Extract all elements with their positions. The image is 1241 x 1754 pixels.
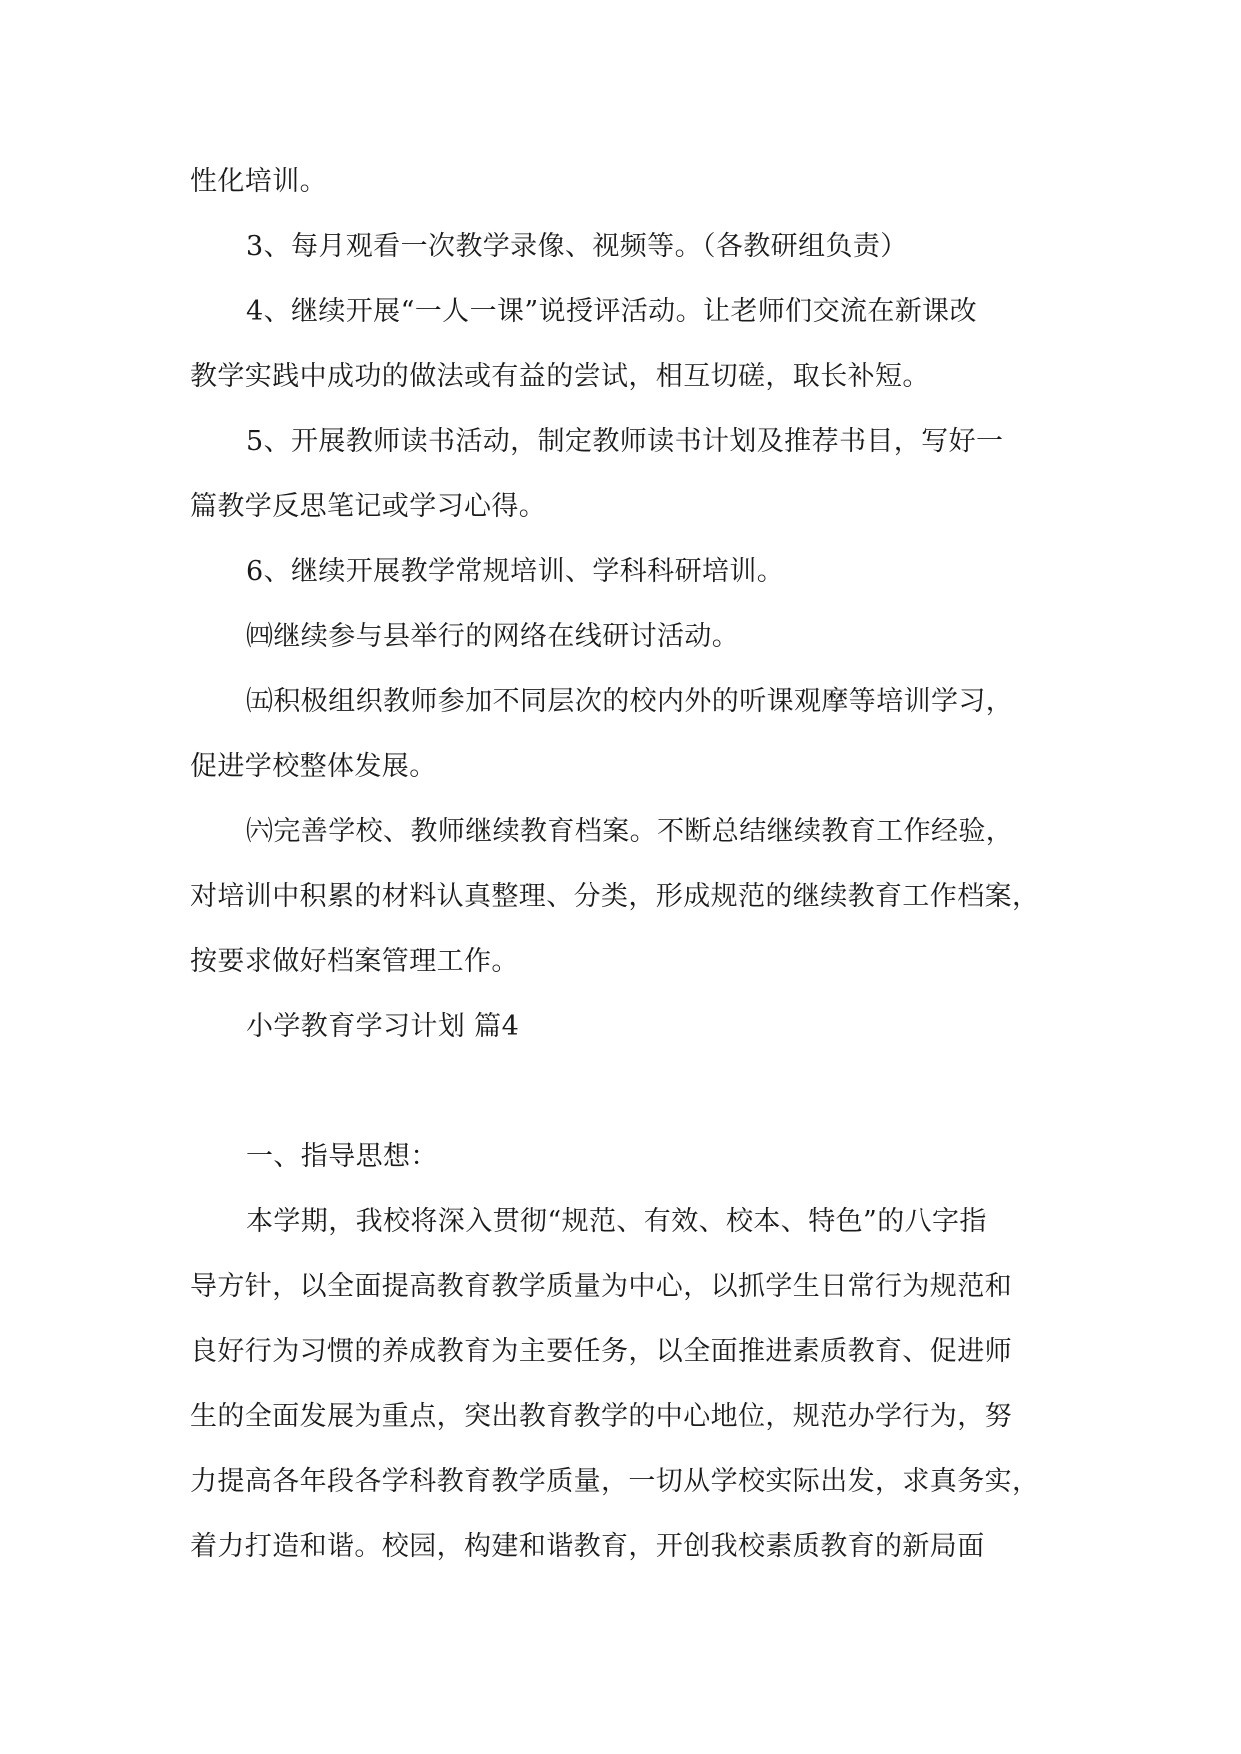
text-line: ㈣继续参与县举行的网络在线研讨活动。: [246, 621, 740, 652]
text-line: 着力打造和谐。校园，构建和谐教育，开创我校素质教育的新局面: [190, 1531, 985, 1562]
text-line: 3、每月观看一次教学录像、视频等。（各教研组负责）: [246, 231, 908, 262]
text-line: 6、继续开展教学常规培训、学科科研培训。: [246, 556, 785, 587]
text-line: 良好行为习惯的养成教育为主要任务，以全面推进素质教育、促进师: [190, 1336, 1012, 1367]
text-line: 性化培训。: [190, 166, 327, 197]
text-line: 按要求做好档案管理工作。: [190, 946, 519, 977]
text-line: ㈥完善学校、教师继续教育档案。不断总结继续教育工作经验，: [246, 816, 1014, 847]
text-line: 对培训中积累的材料认真整理、分类，形成规范的继续教育工作档案，: [190, 881, 1040, 912]
text-line: 篇教学反思笔记或学习心得。: [190, 491, 547, 522]
text-line: 4、继续开展“一人一课”说授评活动。让老师们交流在新课改: [246, 296, 977, 327]
text-line: 力提高各年段各学科教育教学质量，一切从学校实际出发，求真务实，: [190, 1466, 1040, 1497]
text-line: 促进学校整体发展。: [190, 751, 437, 782]
text-line: 教学实践中成功的做法或有益的尝试，相互切磋，取长补短。: [190, 361, 930, 392]
text-line: 生的全面发展为重点，突出教育教学的中心地位，规范办学行为，努: [190, 1401, 1012, 1432]
subsection-heading: 一、指导思想：: [246, 1141, 438, 1172]
text-line: 导方针，以全面提高教育教学质量为中心，以抓学生日常行为规范和: [190, 1271, 1012, 1302]
section-heading: 小学教育学习计划 篇4: [246, 1011, 520, 1042]
text-line: ㈤积极组织教师参加不同层次的校内外的听课观摩等培训学习，: [246, 686, 1014, 717]
text-line: 5、开展教师读书活动，制定教师读书计划及推荐书目，写好一: [246, 426, 1004, 457]
text-line: 本学期，我校将深入贯彻“规范、有效、校本、特色”的八字指: [246, 1206, 987, 1237]
